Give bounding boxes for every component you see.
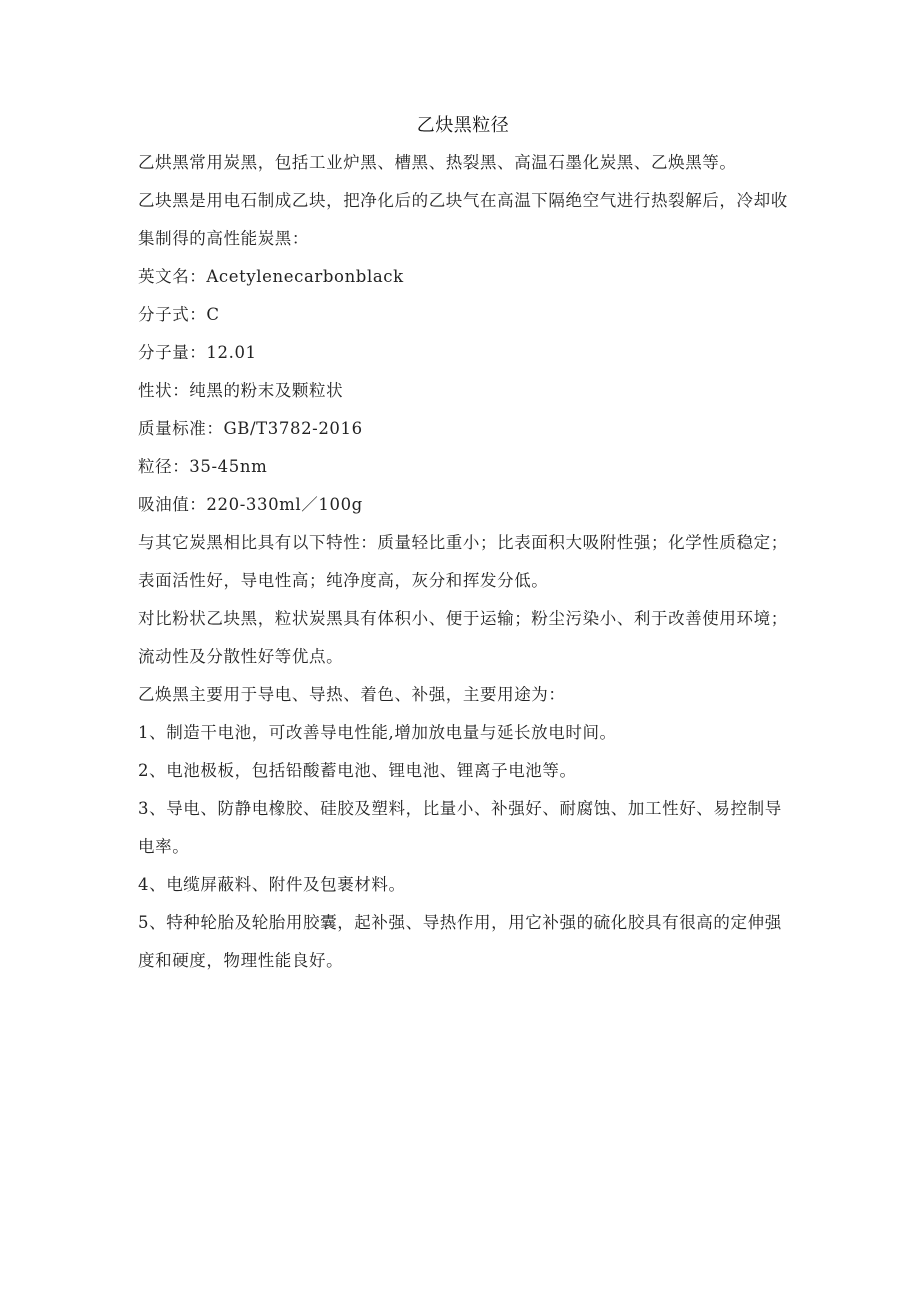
paragraph-properties: 与其它炭黑相比具有以下特性：质量轻比重小；比表面积大吸附性强；化学性质稳定；表面活性好，导电性高；纯净度高，灰分和挥发分低。: [138, 533, 788, 590]
document-title: 乙炔黑粒径: [416, 115, 510, 136]
paragraph-quality-standard: 质量标准：GB/T3782-2016: [138, 419, 363, 438]
list-item-use-2: 2、电池极板，包括铅酸蓄电池、锂电池、锂离子电池等。: [138, 761, 577, 780]
paragraph-appearance: 性状：纯黑的粉末及颗粒状: [138, 381, 344, 400]
list-item-use-3: 3、导电、防静电橡胶、硅胶及塑料，比量小、补强好、耐腐蚀、加工性好、易控制导电率。: [138, 799, 782, 856]
paragraph-production-method: 乙块黑是用电石制成乙块，把净化后的乙块气在高温下隔绝空气进行热裂解后，冷却收集制得的高性能炭黑：: [138, 191, 788, 248]
paragraph-common-carbon-blacks: 乙烘黑常用炭黑，包括工业炉黑、槽黑、热裂黑、高温石墨化炭黑、乙焕黑等。: [138, 153, 737, 172]
paragraph-molecular-weight: 分子量：12.01: [138, 343, 257, 362]
list-item-use-1: 1、制造干电池，可改善导电性能,增加放电量与延长放电时间。: [138, 723, 617, 742]
paragraph-particle-size: 粒径：35-45nm: [138, 457, 268, 476]
document-body: [138, 108, 788, 980]
paragraph-molecular-formula: 分子式：C: [138, 305, 220, 324]
paragraph-english-name: 英文名：Acetylenecarbonblack: [138, 267, 404, 286]
paragraph-granular-advantages: 对比粉状乙块黑，粒状炭黑具有体积小、便于运输；粉尘污染小、利于改善使用环境；流动性及分散性好等优点。: [138, 609, 788, 666]
paragraph-main-uses-intro: 乙焕黑主要用于导电、导热、着色、补强，主要用途为：: [138, 685, 566, 704]
list-item-use-5: 5、特种轮胎及轮胎用胶囊，起补强、导热作用，用它补强的硫化胶具有很高的定伸强度和硬度，物理性能良好。: [138, 913, 782, 970]
paragraph-oil-absorption: 吸油值：220-330ml／100g: [138, 495, 363, 514]
list-item-use-4: 4、电缆屏蔽料、附件及包裹材料。: [138, 875, 406, 894]
